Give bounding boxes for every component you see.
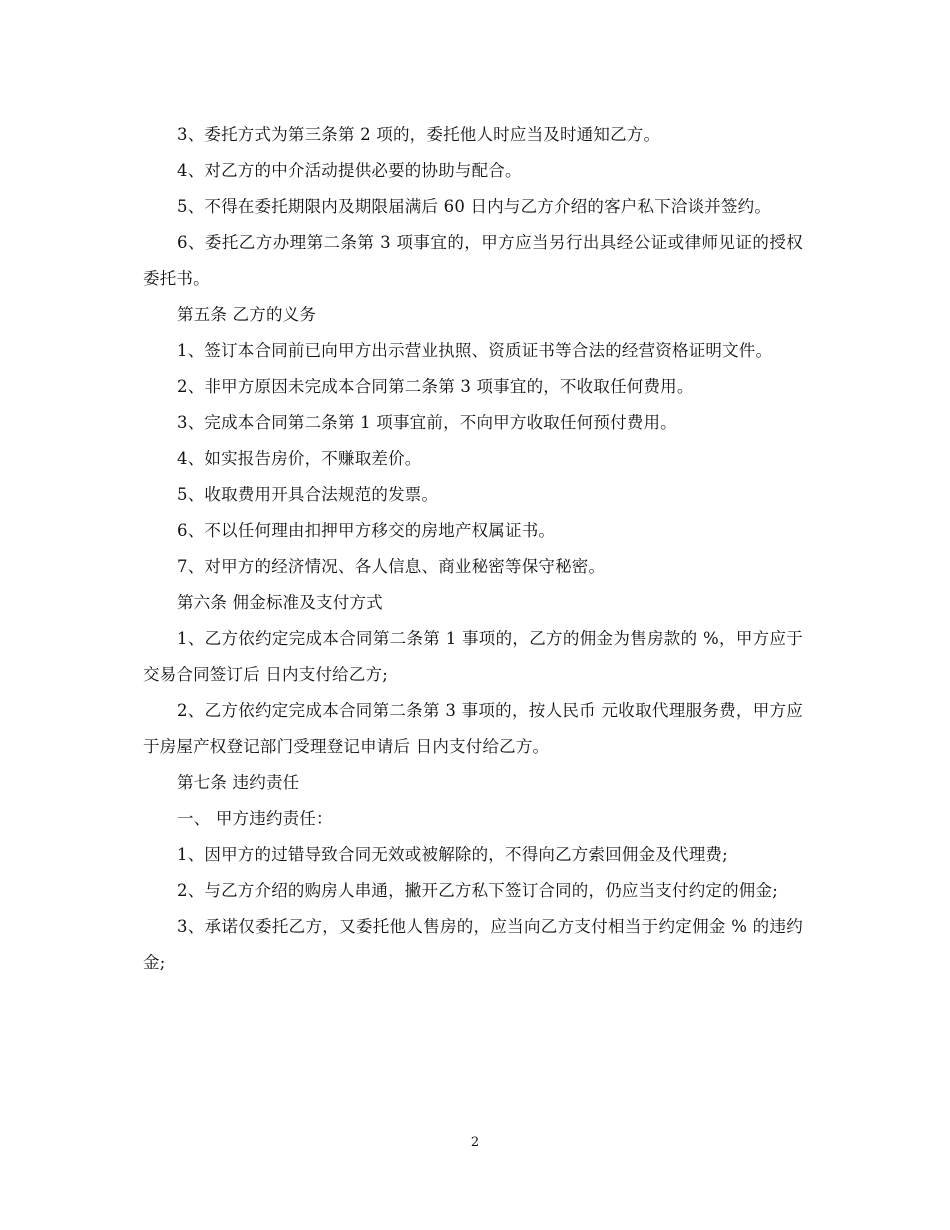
paragraph: 1、乙方依约定完成本合同第二条第 1 事项的，乙方的佣金为售房款的 %，甲方应于交易合同签订后 日内支付给乙方; xyxy=(143,629,803,684)
paragraph: 3、承诺仅委托乙方，又委托他人售房的，应当向乙方支付相当于约定佣金 % 的违约金; xyxy=(143,917,803,972)
document-body xyxy=(143,117,803,981)
page-number: 2 xyxy=(470,1135,480,1150)
paragraph: 7、对甲方的经济情况、各人信息、商业秘密等保守秘密。 xyxy=(177,557,606,576)
paragraph: 3、委托方式为第三条第 2 项的，委托他人时应当及时通知乙方。 xyxy=(177,125,661,144)
paragraph: 3、完成本合同第二条第 1 项事宜前，不向甲方收取任何预付费用。 xyxy=(177,413,677,432)
paragraph: 4、对乙方的中介活动提供必要的协助与配合。 xyxy=(177,161,522,180)
paragraph: 4、如实报告房价，不赚取差价。 xyxy=(177,449,422,468)
paragraph: 5、收取费用开具合法规范的发票。 xyxy=(177,485,439,504)
paragraph: 1、签订本合同前已向甲方出示营业执照、资质证书等合法的经营资格证明文件。 xyxy=(177,341,773,360)
paragraph: 6、不以任何理由扣押甲方移交的房地产权属证书。 xyxy=(177,521,556,540)
section-heading: 第七条 违约责任 xyxy=(177,773,300,792)
section-heading: 第五条 乙方的义务 xyxy=(177,305,317,324)
paragraph: 1、因甲方的过错导致合同无效或被解除的，不得向乙方索回佣金及代理费; xyxy=(177,845,728,864)
section-heading: 第六条 佣金标准及支付方式 xyxy=(177,593,383,612)
subsection-heading: 一、 甲方违约责任： xyxy=(177,809,333,828)
paragraph: 2、非甲方原因未完成本合同第二条第 3 项事宜的，不收取任何费用。 xyxy=(177,377,694,396)
paragraph: 2、与乙方介绍的购房人串通，撇开乙方私下签订合同的，仍应当支付约定的佣金; xyxy=(177,881,778,900)
paragraph: 2、乙方依约定完成本合同第二条第 3 事项的，按人民币 元收取代理服务费，甲方应于房屋产权登记部门受理登记申请后 日内支付给乙方。 xyxy=(143,701,803,756)
paragraph: 6、委托乙方办理第二条第 3 项事宜的，甲方应当另行出具经公证或律师见证的授权委托书。 xyxy=(143,233,803,288)
paragraph: 5、不得在委托期限内及期限届满后 60 日内与乙方介绍的客户私下洽谈并签约。 xyxy=(177,197,772,216)
